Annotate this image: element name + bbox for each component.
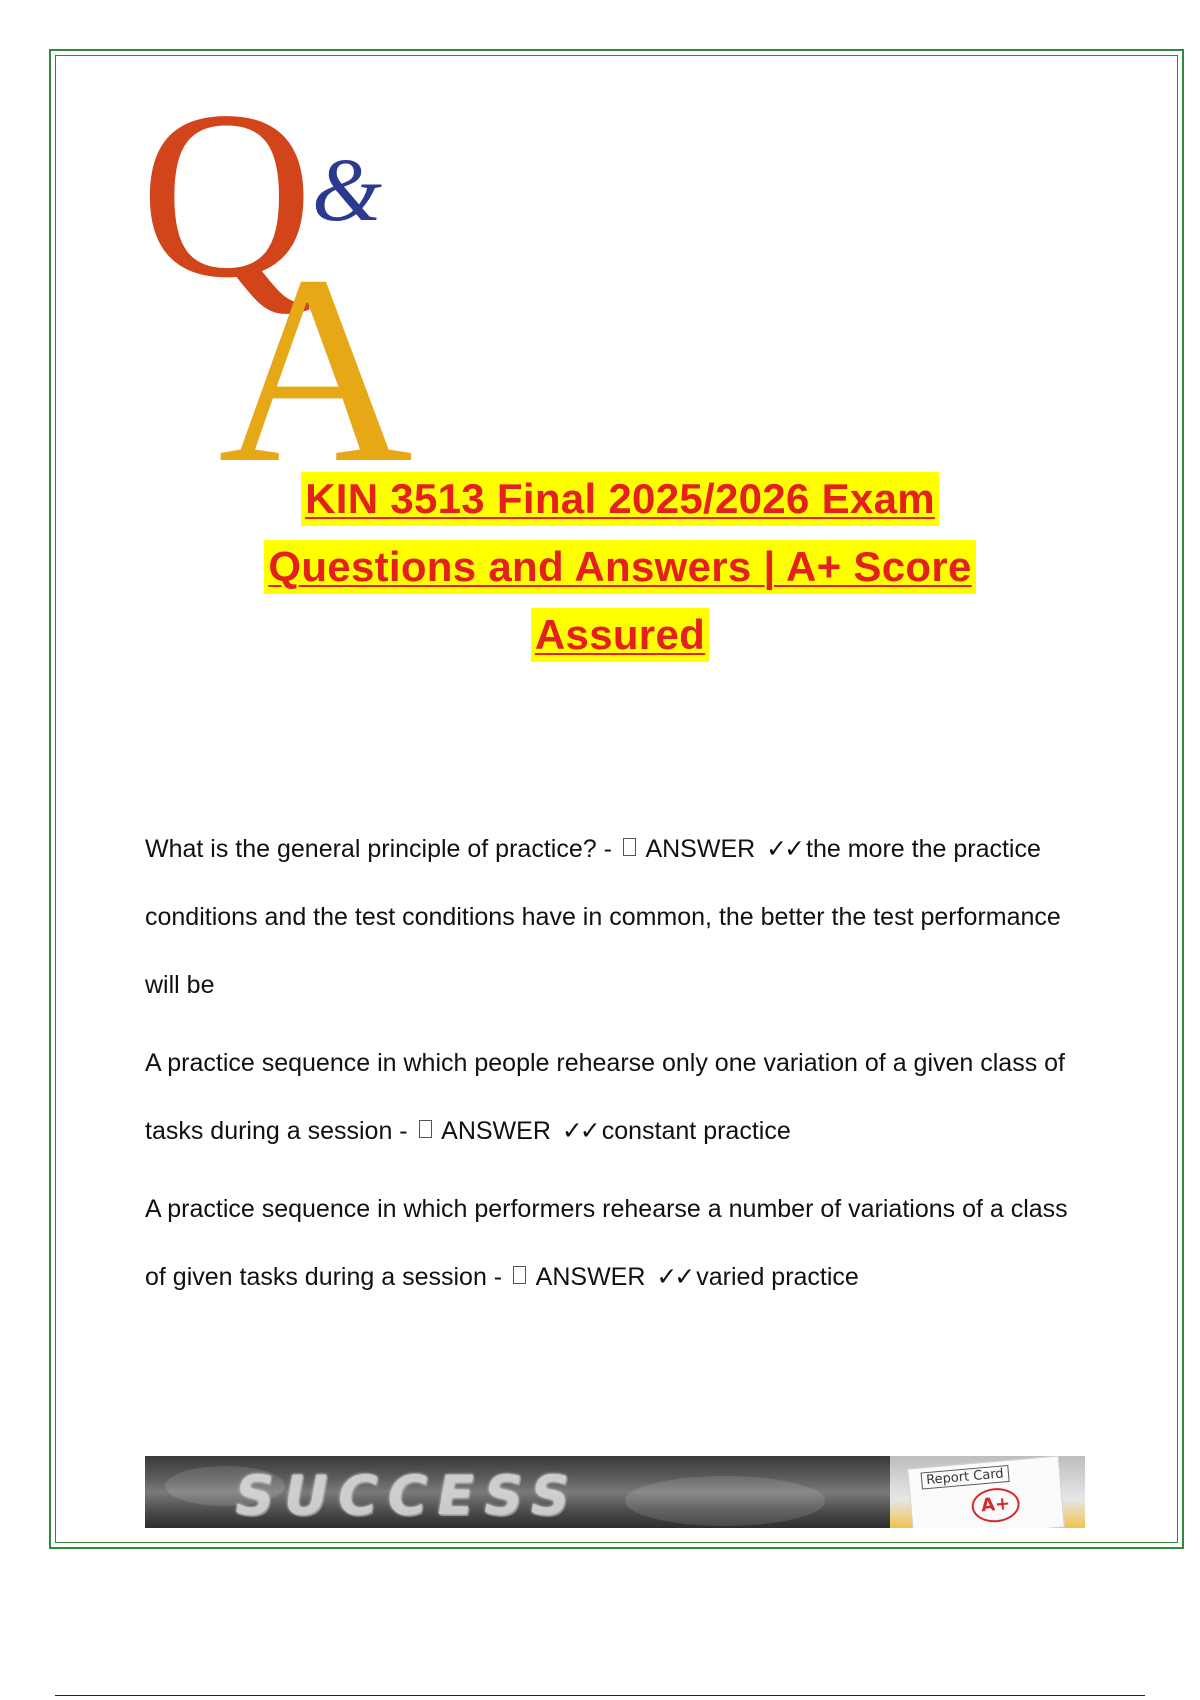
answer-label: ANSWER — [535, 1263, 646, 1291]
answer-label: ANSWER — [441, 1117, 551, 1145]
qa-logo — [140, 70, 460, 470]
success-banner — [145, 1456, 1085, 1528]
report-card-paper — [907, 1456, 1065, 1528]
missing-glyph-icon — [623, 838, 636, 856]
success-chalkboard-image — [145, 1456, 890, 1528]
double-check-icon: ✓✓ — [766, 834, 803, 863]
answer-text: varied practice — [696, 1263, 859, 1291]
double-check-icon: ✓✓ — [561, 1116, 598, 1145]
title-line-3: Assured — [531, 608, 709, 662]
report-card-label: Report Card — [921, 1465, 1010, 1490]
double-check-icon: ✓✓ — [656, 1262, 693, 1291]
missing-glyph-icon — [419, 1120, 432, 1138]
answer-text: constant practice — [601, 1117, 791, 1145]
report-card-grade: A+ — [970, 1486, 1021, 1524]
logo-q-letter: Q — [140, 70, 314, 327]
missing-glyph-icon — [513, 1266, 526, 1284]
document-title — [130, 470, 1110, 674]
qa-item — [145, 1029, 1095, 1165]
logo-ampersand: & — [312, 141, 383, 240]
success-word: SUCCESS — [229, 1464, 585, 1527]
logo-a-letter: A — [218, 220, 413, 470]
question-text: A practice sequence in which people rehearse only one variation of a given class of tasks during a session - — [145, 1049, 1066, 1145]
answer-label: ANSWER — [645, 835, 756, 863]
title-line-2: Questions and Answers | A+ Score — [264, 540, 975, 594]
answer-text: the more the practice conditions and the test conditions have in common, the better the test performance will be — [145, 835, 1061, 999]
report-card-image — [890, 1456, 1085, 1528]
qa-item — [145, 1175, 1095, 1311]
qa-item — [145, 815, 1095, 1019]
question-text: What is the general principle of practice? - — [145, 835, 612, 863]
footer-divider — [55, 1695, 1145, 1696]
title-line-1: KIN 3513 Final 2025/2026 Exam — [301, 472, 939, 526]
qa-list — [145, 815, 1095, 1321]
question-text: A practice sequence in which performers rehearse a number of variations of a class of given tasks during a session - — [145, 1195, 1068, 1291]
